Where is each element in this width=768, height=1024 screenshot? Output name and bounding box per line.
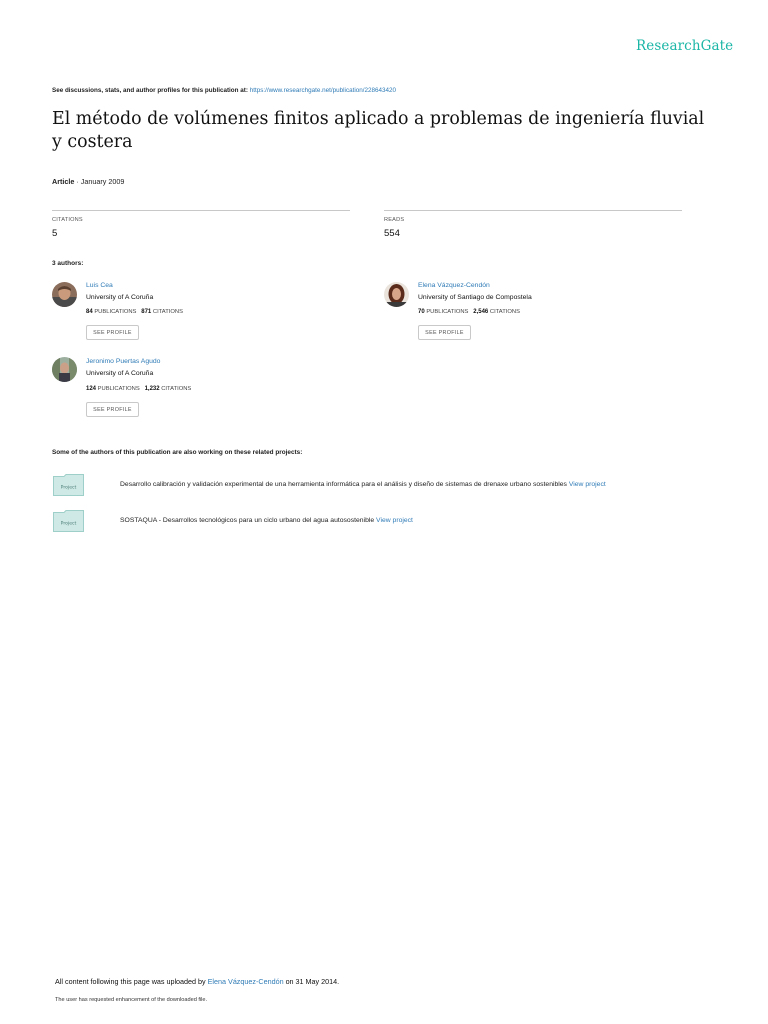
citations-count: 5 bbox=[52, 228, 58, 239]
authors-header: 3 authors: bbox=[52, 260, 84, 267]
author-institution: University of Santiago de Compostela bbox=[418, 294, 532, 301]
view-project-link[interactable]: View project bbox=[568, 481, 606, 488]
publication-url-link[interactable]: https://www.researchgate.net/publication/228643420 bbox=[249, 87, 397, 94]
project-folder-icon[interactable] bbox=[53, 474, 84, 496]
project-title: Desarrollo calibración y validación experimental de una herramienta informática para el análisis y diseño de sistemas de drenaxe urbano sostenibles bbox=[120, 481, 567, 488]
author-name-elena-vazquez-cendon[interactable]: Elena Vázquez-Cendón bbox=[418, 282, 490, 289]
citations-label: CITATIONS bbox=[152, 309, 183, 315]
publications-label: PUBLICATIONS bbox=[426, 309, 469, 315]
citations-count: 1,232 bbox=[144, 386, 160, 392]
related-projects-header: Some of the authors of this publication are also working on these related projects: bbox=[52, 449, 303, 456]
citations-label: CITATIONS bbox=[52, 217, 83, 223]
avatar[interactable] bbox=[52, 282, 77, 307]
publication-date: January 2009 bbox=[80, 177, 125, 186]
avatar[interactable] bbox=[384, 282, 409, 307]
author-institution: University of A Coruña bbox=[86, 370, 154, 377]
avatar[interactable] bbox=[52, 357, 77, 382]
view-project-link[interactable]: View project bbox=[376, 517, 413, 524]
publications-count: 124 bbox=[86, 386, 97, 392]
upload-date: on 31 May 2014. bbox=[285, 977, 340, 986]
project-item bbox=[120, 481, 606, 488]
upload-notice bbox=[55, 977, 339, 986]
reads-label: READS bbox=[384, 217, 405, 223]
project-folder-icon[interactable] bbox=[53, 510, 84, 532]
reads-count: 554 bbox=[384, 228, 400, 239]
author-stats bbox=[86, 309, 183, 315]
meta-separator: · bbox=[74, 177, 81, 186]
citations-divider bbox=[52, 210, 350, 211]
author-name-luis-cea[interactable]: Luis Cea bbox=[86, 282, 113, 289]
citations-label: CITATIONS bbox=[161, 386, 192, 392]
citations-count: 2,546 bbox=[473, 309, 489, 315]
publications-count: 70 bbox=[418, 309, 425, 315]
project-title: SOSTAQUA - Desarrollos tecnológicos para un ciclo urbano del agua autosostenible bbox=[120, 517, 375, 524]
citations-label: CITATIONS bbox=[489, 309, 520, 315]
project-icon-label: Project bbox=[60, 521, 77, 527]
author-stats bbox=[86, 386, 191, 392]
author-stats bbox=[418, 309, 520, 315]
publications-label: PUBLICATIONS bbox=[94, 309, 137, 315]
publications-label: PUBLICATIONS bbox=[97, 386, 140, 392]
discussion-notice bbox=[52, 87, 396, 94]
see-profile-button[interactable]: SEE PROFILE bbox=[86, 325, 139, 340]
reads-divider bbox=[384, 210, 682, 211]
publication-type: Article bbox=[52, 177, 75, 186]
project-item bbox=[120, 517, 413, 524]
citations-count: 871 bbox=[141, 309, 152, 315]
researchgate-logo[interactable]: ResearchGate bbox=[636, 38, 734, 54]
see-profile-button[interactable]: SEE PROFILE bbox=[418, 325, 471, 340]
author-institution: University of A Coruña bbox=[86, 294, 154, 301]
publication-meta bbox=[52, 177, 124, 186]
upload-prefix: All content following this page was uploaded by bbox=[55, 977, 206, 986]
publications-count: 84 bbox=[86, 309, 93, 315]
uploader-link[interactable]: Elena Vázquez-Cendón bbox=[207, 977, 284, 986]
author-name-jeronimo-puertas-agudo[interactable]: Jeronimo Puertas Agudo bbox=[86, 358, 161, 365]
publication-title: El método de volúmenes finitos aplicado a problemas de ingeniería fluvial y costera bbox=[52, 109, 705, 152]
project-icon-label: Project bbox=[60, 485, 77, 491]
enhancement-note: The user has requested enhancement of the downloaded file. bbox=[55, 997, 208, 1003]
discussion-notice-text: See discussions, stats, and author profiles for this publication at: bbox=[52, 87, 248, 94]
see-profile-button[interactable]: SEE PROFILE bbox=[86, 402, 139, 417]
